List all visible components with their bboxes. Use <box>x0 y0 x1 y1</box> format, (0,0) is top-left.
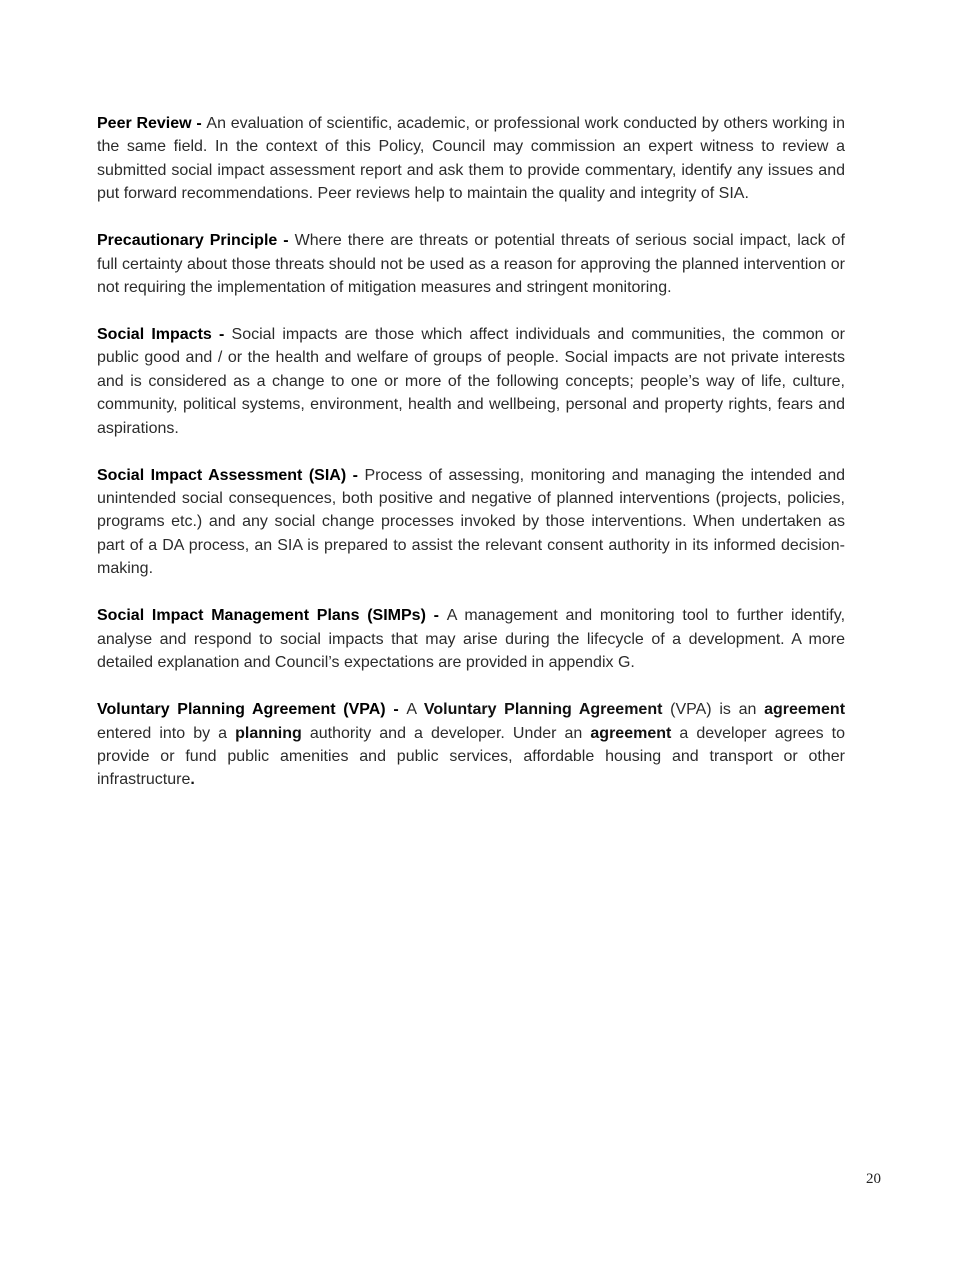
glossary-term: Voluntary Planning Agreement (VPA) - <box>97 701 407 719</box>
glossary-term: Social Impact Assessment (SIA) - <box>97 466 365 484</box>
vpa-bold-text: planning <box>235 724 302 742</box>
glossary-definition: Social impacts are those which affect individuals and communities, the common or public good and / or the health and welfare of groups of people. Social impacts are not private interests and is considered as a change to one or more of the following concepts; people’s way of life, culture, community, political systems, environment, health and wellbeing, personal and property rights, fears and aspirations. <box>97 326 846 437</box>
vpa-bold-text: . <box>190 771 195 789</box>
glossary-definition: Process of assessing, monitoring and managing the intended and unintended social consequences, both positive and negative of planned interventions (projects, policies, programs etc.) and any social change processes invoked by those interventions. When undertaken as part of a DA process, an SIA is prepared to assist the relevant consent authority in its informed decision-making. <box>97 466 846 578</box>
vpa-text: a developer agrees to provide or fund public amenities and public services, affordable housing and transport or other infrastructure <box>97 724 846 789</box>
page-number: 20 <box>866 1171 881 1187</box>
vpa-text: authority and a developer. Under an <box>301 724 591 742</box>
glossary-entry-precautionary-principle <box>97 229 845 299</box>
glossary-term: Social Impacts - <box>97 326 232 344</box>
glossary-term: Precautionary Principle - <box>97 232 295 250</box>
glossary-definition: An evaluation of scientific, academic, or professional work conducted by others working in the same field. In the context of this Policy, Council may commission an expert witness to review a submitted social impact assessment report and ask them to provide commentary, identify any issues and put forward recommendations. Peer reviews help to maintain the quality and integrity of SIA. <box>97 115 845 203</box>
glossary-entry-vpa <box>97 698 845 792</box>
vpa-text: A <box>406 701 424 719</box>
glossary-entry-sia <box>97 464 845 581</box>
glossary-term: Peer Review - <box>97 115 207 132</box>
glossary-term: Social Impact Management Plans (SIMPs) - <box>97 607 447 625</box>
glossary-entry-simps <box>97 604 845 674</box>
vpa-bold-text: agreement <box>590 724 672 742</box>
vpa-bold-text: Voluntary Planning Agreement <box>423 701 663 719</box>
glossary-entry-peer-review <box>97 112 845 206</box>
vpa-text: (VPA) is an <box>662 701 765 719</box>
glossary-content <box>97 112 845 815</box>
vpa-bold-text: agreement <box>764 701 846 719</box>
glossary-entry-social-impacts <box>97 323 845 440</box>
glossary-definition: Where there are threats or potential threats of serious social impact, lack of full certainty about those threats should not be used as a reason for approving the planned intervention or not requiring the implementation of mitigation measures and stringent monitoring. <box>97 232 846 297</box>
glossary-definition: A management and monitoring tool to further identify, analyse and respond to social impacts that may arise during the lifecycle of a development. A more detailed explanation and Council’s expectations are provided in appendix G. <box>97 607 846 672</box>
vpa-text: entered into by a <box>97 724 236 742</box>
